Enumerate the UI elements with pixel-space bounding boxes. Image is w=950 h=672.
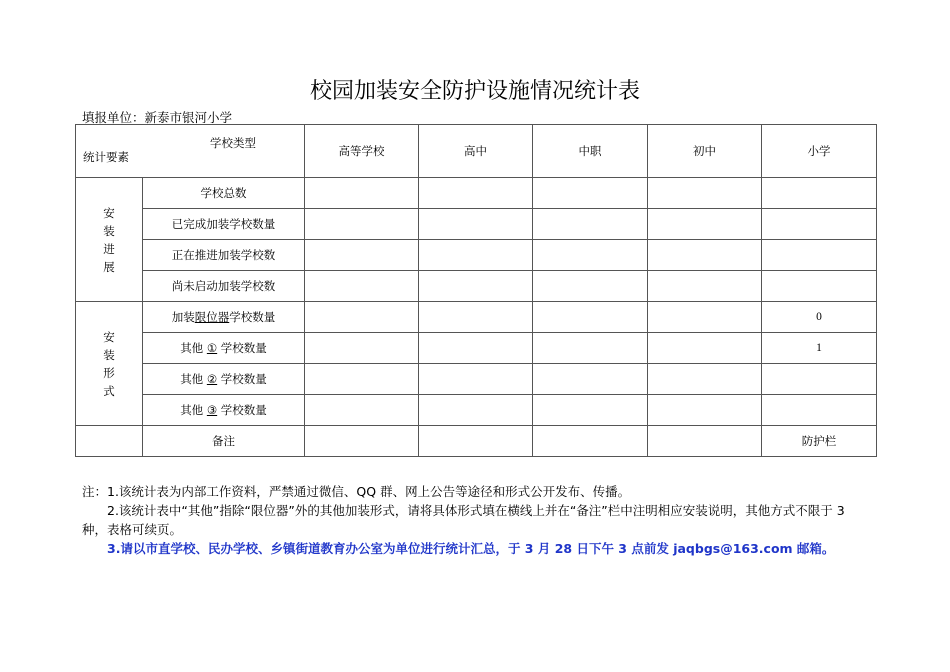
cell-other1-primary: 1 <box>762 333 877 364</box>
row-label-remark: 备注 <box>143 426 305 457</box>
note-1: 注：1.该统计表为内部工作资料，严禁通过微信、QQ 群、网上公告等途径和形式公开发布、传播。 <box>82 484 631 499</box>
note-2: 2.该统计表中“其他”指除“限位器”外的其他加装形式，请将具体形式填在横线上并在“备注”栏中注明相应安装说明，其他方式不限于 3 种，表格可续页。 <box>82 503 845 537</box>
reporting-unit: 填报单位：新泰市银河小学 <box>82 110 233 125</box>
row-label-other-2: 其他 ② 学校数量 <box>143 364 305 395</box>
cell-remark-primary: 防护栏 <box>762 426 877 457</box>
table-row <box>76 178 877 209</box>
row-label-in-progress: 正在推进加装学校数 <box>143 240 305 271</box>
row-label-total: 学校总数 <box>143 178 305 209</box>
group-label-progress: 安 装 进 展 <box>76 178 143 302</box>
group-label-form: 安 装 形 式 <box>76 302 143 426</box>
corner-header-cell <box>76 125 305 178</box>
corner-stat-element: 统计要素 <box>83 150 129 164</box>
table-row <box>76 209 877 240</box>
statistics-table <box>75 124 877 457</box>
row-label-limiter: 加装限位器学校数量 <box>143 302 305 333</box>
col-header-vocational: 中职 <box>533 125 648 178</box>
col-header-university: 高等学校 <box>305 125 419 178</box>
col-header-high-school: 高中 <box>419 125 533 178</box>
row-label-completed: 已完成加装学校数量 <box>143 209 305 240</box>
col-header-primary: 小学 <box>762 125 877 178</box>
header-row <box>76 125 877 178</box>
cell-limiter-primary: 0 <box>762 302 877 333</box>
row-label-not-started: 尚未启动加装学校数 <box>143 271 305 302</box>
notes-section <box>82 482 872 558</box>
table-row <box>76 302 877 333</box>
corner-school-type: 学校类型 <box>210 136 256 150</box>
row-label-other-3: 其他 ③ 学校数量 <box>143 395 305 426</box>
page-title: 校园加装安全防护设施情况统计表 <box>309 79 640 104</box>
note-3: 3.请以市直学校、民办学校、乡镇街道教育办公室为单位进行统计汇总，于 3 月 28 日下午 3 点前发 jaqbgs@163.com 邮箱。 <box>107 541 835 556</box>
table-row <box>76 333 877 364</box>
col-header-junior-high: 初中 <box>648 125 762 178</box>
table-row <box>76 271 877 302</box>
table-row <box>76 240 877 271</box>
table-row <box>76 395 877 426</box>
table-row <box>76 426 877 457</box>
row-label-other-1: 其他 ① 学校数量 <box>143 333 305 364</box>
table-row <box>76 364 877 395</box>
